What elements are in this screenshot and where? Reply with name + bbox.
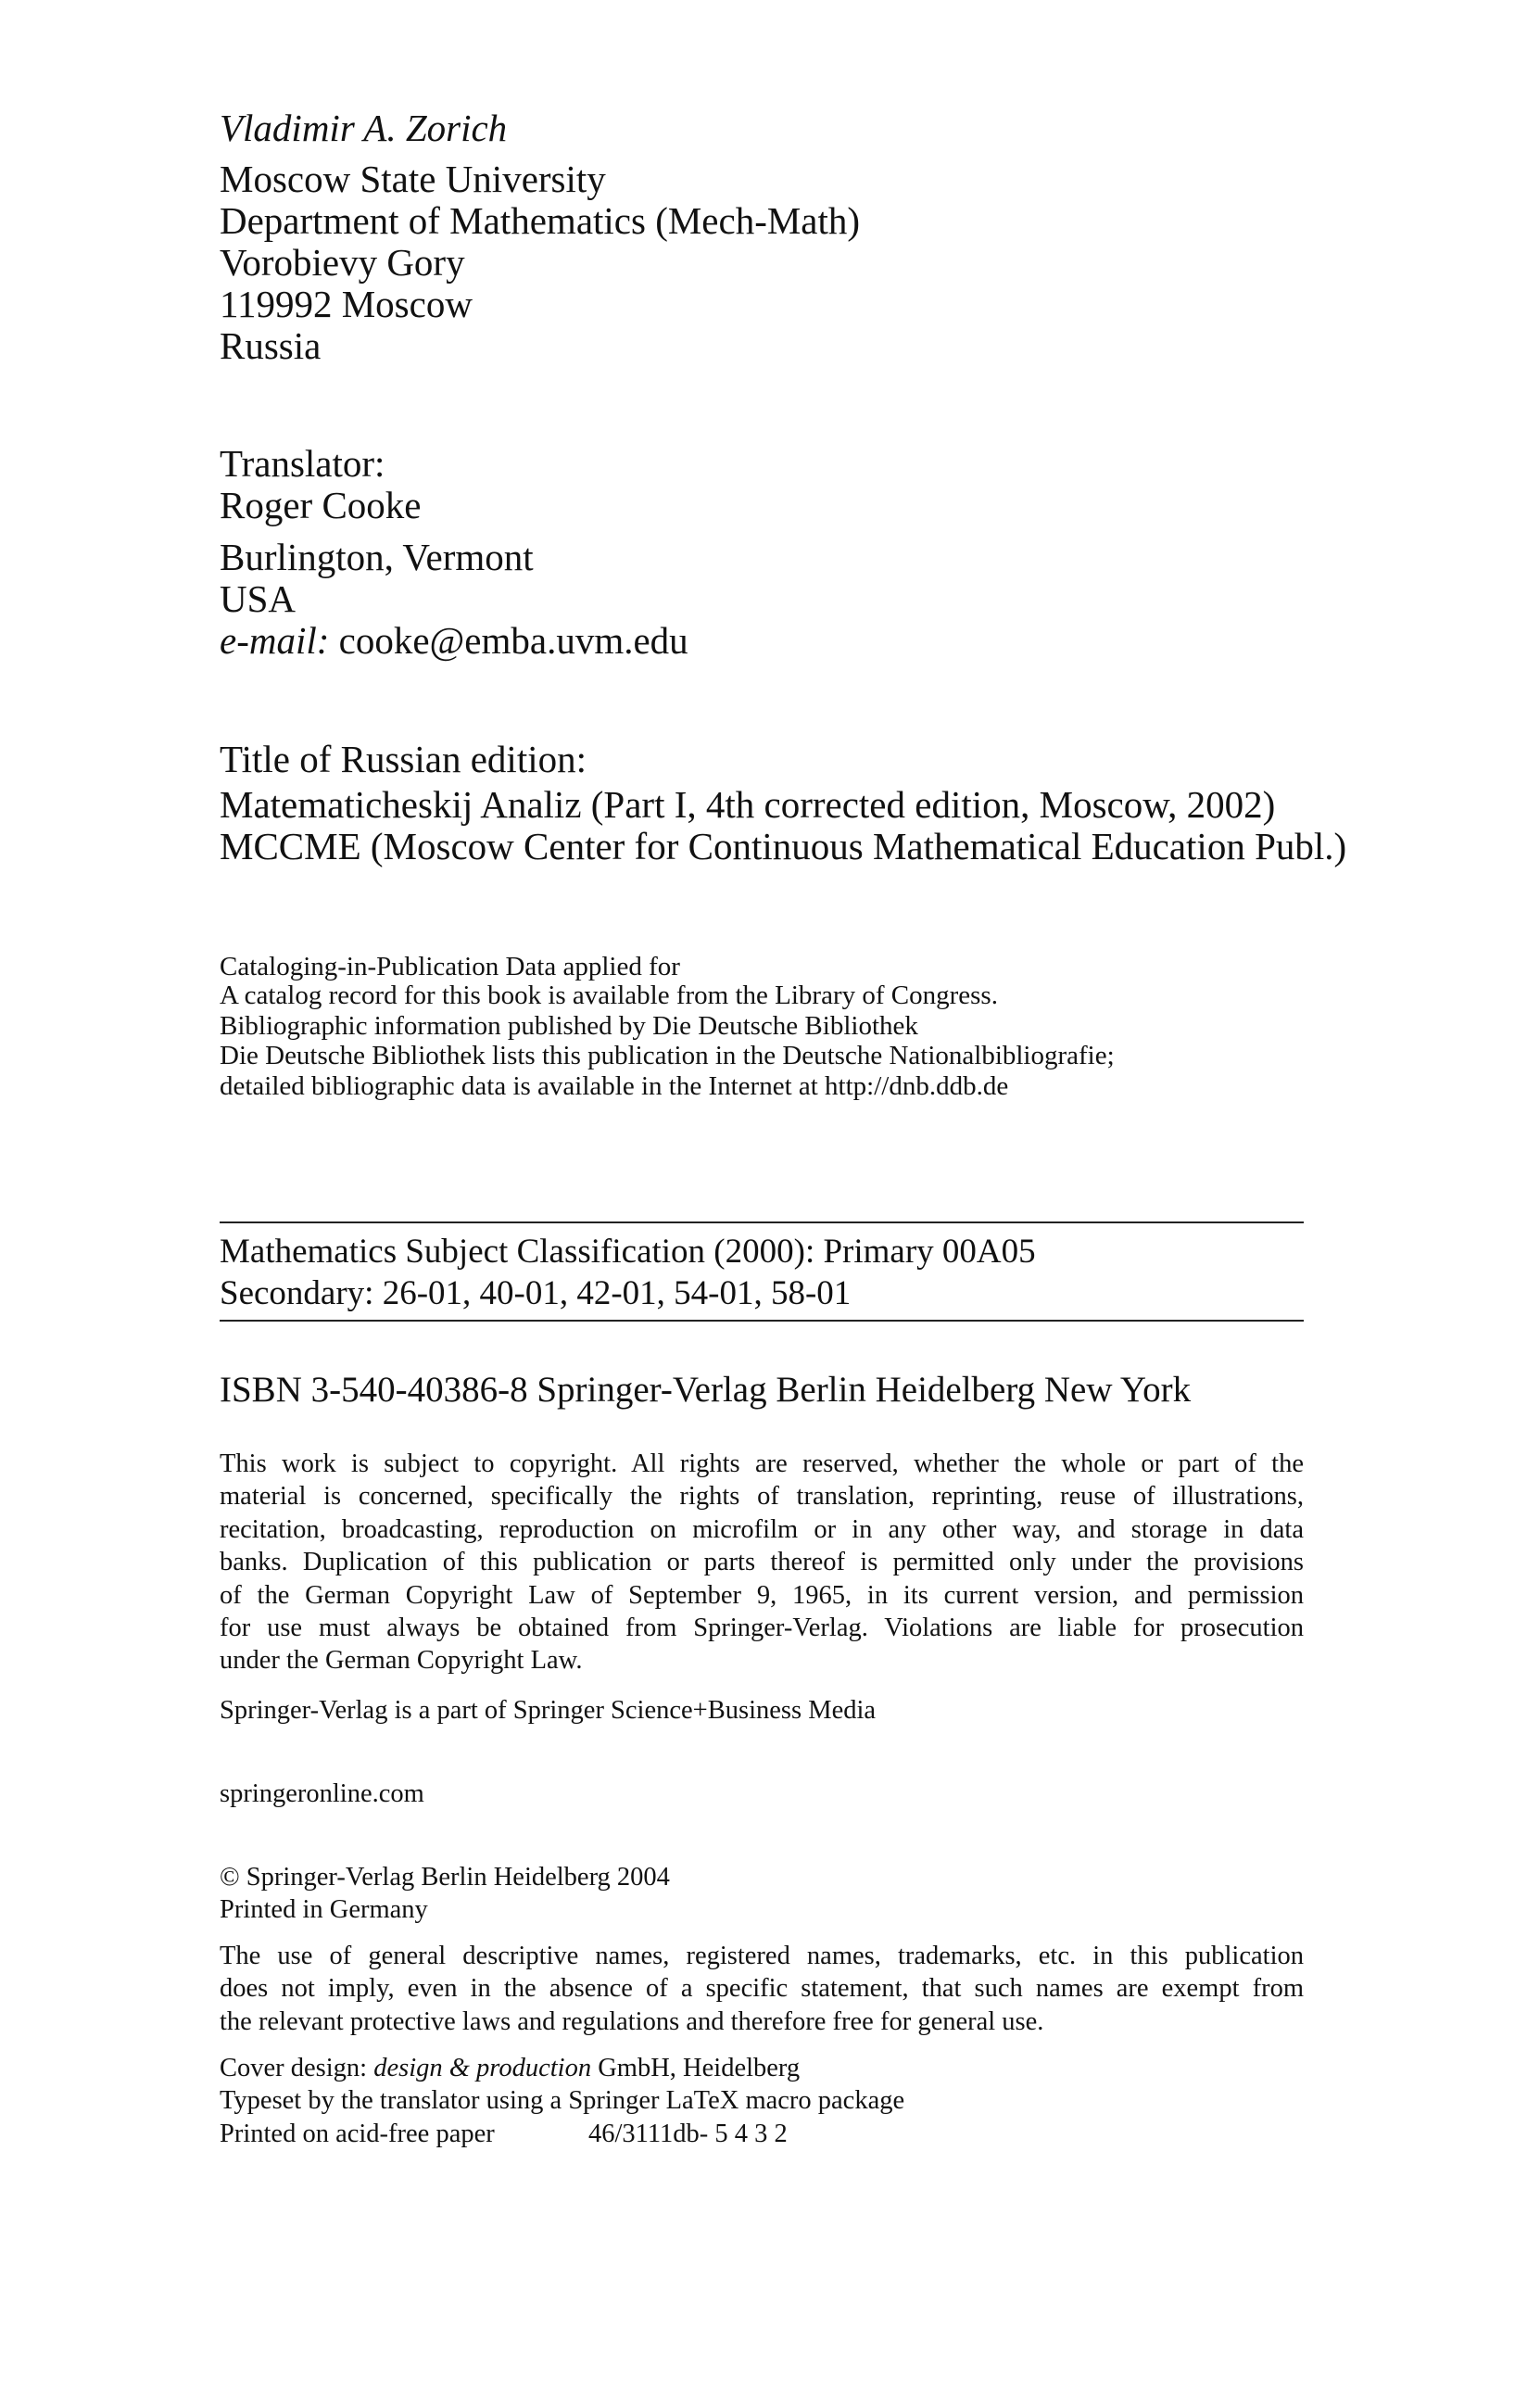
springer-part-line: Springer-Verlag is a part of Springer Science+Business Media [220,1695,877,1725]
cover-prefix: Cover design: [220,2054,374,2082]
paper-text: Printed on acid-free paper [220,2119,495,2148]
msc-secondary: Secondary: 26-01, 40-01, 42-01, 54-01, 58-01 [220,1274,852,1312]
translator-name: Roger Cooke [220,484,422,526]
isbn-block [220,1369,1304,1411]
translator-email-line [220,620,1304,662]
russian-edition-heading: Title of Russian edition: [220,738,587,780]
msc-block [220,1221,1304,1322]
author-address-line: Department of Mathematics (Mech-Math) [220,199,861,242]
paragraph-line: for use must always be obtained from Springer-Verlag. Violations are liable for prosecution [220,1614,1304,1643]
paper-line [220,2118,1304,2150]
translator-address-line: Burlington, Vermont [220,536,534,578]
paragraph-line: the relevant protective laws and regulations and therefore free for general use. [220,2006,1044,2036]
cover-suffix: GmbH, Heidelberg [591,2054,801,2082]
credits-block [220,2052,1304,2150]
bottom-rule [220,1320,1304,1322]
author-block [220,108,1304,367]
names-paragraph [220,1940,1304,2038]
copyright-line: © Springer-Verlag Berlin Heidelberg 2004 [220,1863,670,1892]
russian-edition-line: Matematicheskij Analiz (Part I, 4th corrected edition, Moscow, 2002) [220,783,1276,826]
paragraph-line: recitation, broadcasting, reproduction on microfilm or in any other way, and storage in data [220,1514,1304,1544]
author-address-line: Vorobievy Gory [220,241,465,284]
website-line: springeronline.com [220,1779,424,1808]
typeset-line: Typeset by the translator using a Springer LaTeX macro package [220,2086,905,2116]
paragraph-line: material is concerned, specifically the rights of translation, reprinting, reuse of illustrations, [220,1482,1304,1512]
russian-edition-block [220,738,1347,867]
paper-code: 46/3111db- 5 4 3 2 [588,2119,788,2148]
paragraph-line: banks. Duplication of this publication or parts thereof is permitted only under the provisions [220,1548,1304,1577]
website-block [220,1778,1304,1810]
cover-design-line [220,2052,1304,2084]
cataloging-line: A catalog record for this book is available from the Library of Congress. [220,981,998,1010]
springer-part-paragraph [220,1694,1304,1727]
russian-edition-line: MCCME (Moscow Center for Continuous Mathematical Education Publ.) [220,825,1347,867]
isbn-line: ISBN 3-540-40386-8 Springer-Verlag Berlin Heidelberg New York [220,1370,1192,1410]
paragraph-line: This work is subject to copyright. All rights are reserved, whether the whole or part of the [220,1449,1304,1478]
translator-address-line: USA [220,577,297,620]
cover-italic: design & production [373,2054,592,2082]
author-name: Vladimir A. Zorich [220,107,508,149]
cataloging-line: Die Deutsche Bibliothek lists this publication in the Deutsche Nationalbibliografie; [220,1041,1115,1070]
author-address-line: Russia [220,324,322,367]
paragraph-line: under the German Copyright Law. [220,1646,583,1676]
author-address-line: Moscow State University [220,158,606,200]
copyright-block [220,1861,1304,1927]
cataloging-line: Cataloging-in-Publication Data applied for [220,952,680,981]
copyright-notice-block [220,1448,1304,1727]
copyright-paragraph [220,1448,1304,1677]
cataloging-block [220,953,1304,1101]
paragraph-line: does not imply, even in the absence of a specific statement, that such names are exempt from [220,1974,1304,2004]
msc-primary: Mathematics Subject Classification (2000): Primary 00A05 [220,1233,1036,1271]
names-notice-block [220,1940,1304,2038]
translator-block [220,443,1304,662]
email-address: cooke@emba.uvm.edu [338,619,688,662]
printed-in-line: Printed in Germany [220,1895,428,1925]
translator-label: Translator: [220,442,385,485]
paragraph-line: The use of general descriptive names, registered names, trademarks, etc. in this publication [220,1942,1304,1970]
paragraph-line: of the German Copyright Law of September 9, 1965, in its current version, and permission [220,1580,1304,1610]
cataloging-line: Bibliographic information published by Die Deutsche Bibliothek [220,1010,918,1041]
author-address-line: 119992 Moscow [220,283,473,325]
email-label: e-mail: [220,619,330,662]
cataloging-line: detailed bibliographic data is available in the Internet at http://dnb.ddb.de [220,1070,1009,1101]
